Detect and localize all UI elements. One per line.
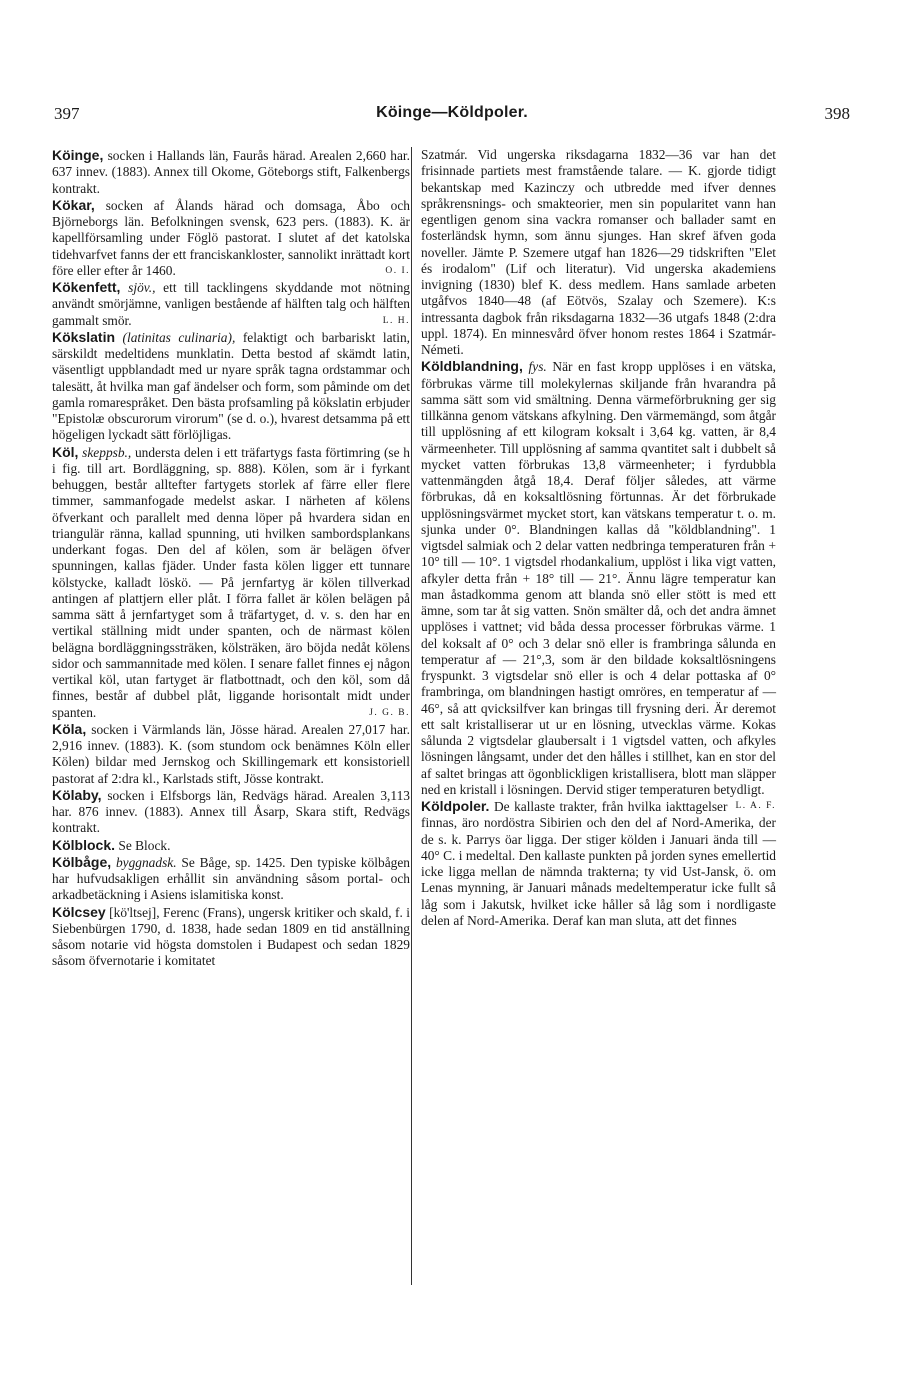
headword: Kökar, [52, 196, 95, 213]
entry-kol [52, 444, 410, 721]
left-page-number: 397 [54, 104, 80, 123]
subject-label: (latinitas culinaria), [122, 329, 236, 345]
entry-kolcsey [52, 904, 410, 970]
author-signature: L. H. [382, 315, 410, 326]
entry-text: Se Block. [118, 837, 171, 853]
entry-kolaby [52, 787, 410, 837]
headword: Kökenfett, [52, 279, 121, 295]
subject-label: skeppsb., [82, 444, 132, 460]
entry-text: ett till tacklingens skyddande mot nötning användt smörjämne, vanligen bestående af hälften talg och hälften gammalt smör. [52, 280, 410, 328]
entry-kolcsey-continued [421, 147, 776, 358]
author-signature: J. G. B. [369, 707, 410, 718]
right-page-number: 398 [824, 104, 850, 123]
entry-kokar [52, 197, 410, 279]
entry-kolblock [52, 837, 410, 854]
entry-koinge [52, 147, 410, 197]
author-signature: O. I. [385, 265, 410, 276]
entry-text: Se Båge, sp. 1425. Den typiske kölbågen har hufvudsakligen erhållit sin användning såsom portal- och arkadbetäckning i Asiens islamitiska konst. [52, 854, 411, 903]
right-column [421, 147, 776, 929]
entry-kokenfett [52, 279, 410, 329]
subject-label: byggnadsk. [115, 854, 177, 870]
entry-text: understa delen i ett träfartygs fasta förtimring (se h i fig. till art. Bordläggning, sp. 888). Kölen, som är i fyrkant behuggen, består alltefter fartygets storlek af färre eller flere timmer, sammanfogade medelst askar. I närheten af kölens öfverkant och parallelt med denna löper på hvardera sidan en triangulär ränna, kallad spunning, uti hvilken sambordsplankans underkant fogas. Den del af kölen, som är belägen öfver spunningen, kallas fjäder. Under fasta kölen ligger ett tunnare kölstycke, kalladt löskö. — På jernfartyg är kölen tillverkad antingen af plattjern eller plåt. I förra fallet är kölen belägen på samma sätt å jernfartyget som å träfartyget, d. v. s. den har en vertikal ställning midt under spanten, och de närmast kölen belägna bordläggningssträken, kölsträken, äro böjda nedåt kölens sidor och sammannitade med kölen. I senare fallet finnes ej någon vertikal köl, utan fartyget är flatbottnadt, och den köl, som då finnes, består af dubbel plåt, liggande horisontalt midt under spanten. [52, 444, 410, 720]
entry-text: De kallaste trakter, från hvilka iakttagelser finnas, äro nordöstra Sibirien och den del af Nord-Amerika, der de s. k. Parrys öar ligga. Der stiger kölden i Januari ända till — 40° C. i medeltal. Den kallaste punkten på jorden synes emellertid icke ligga mellan de nämnda trakterna; ty vid Ust-Jansk, ö. om Lenas mynning, är Januari månads medeltemperatur icke fullt så låg som i Jakutsk, hvilket icke håller så låg som i nordligaste delen af Nord-Amerika. Deraf kan man sluta, att det finnes [421, 799, 776, 928]
entry-kokslatin [52, 329, 410, 444]
entry-kolbage [52, 854, 410, 904]
left-column [52, 147, 410, 970]
headword: Köldblandning, [421, 358, 523, 375]
headword: Köla, [52, 720, 87, 737]
entry-kola [52, 721, 410, 787]
headword: Köinge, [52, 147, 104, 163]
entry-text: [kö'ltsej], Ferenc (Frans), ungersk kritiker och skald, f. i Siebenbürgen 1790, d. 1838, hade sedan 1809 en tid anställning såsom notarie vid högsta domstolen i Budapest och sedan 1829 såsom öfvernotarie i komitatet [52, 904, 410, 969]
entry-text: socken i Elfsborgs län, Redvägs härad. Arealen 3,113 har. 876 innev. (1883). Annex till Åsarp, Skara stift, Redvägs kontrakt. [52, 787, 410, 836]
entry-text: socken af Ålands härad och domsaga, Åbo och Björneborgs län. Befolkningen svensk, 623 pers. (1883). K. är kapellförsamling under Föglö pastorat. I slutet af det katolska tidehvarfvet fanns der ett franciskankloster, sannolikt inrättadt kort före eller efter år 1460. [52, 197, 410, 278]
running-title: Köinge—Köldpoler. [376, 104, 528, 121]
entry-koldpoler [421, 798, 776, 929]
column-divider [411, 147, 412, 1285]
subject-label: fys. [528, 359, 547, 375]
entry-text: felaktigt och barbariskt latin, särskildt medeltidens munklatin. Detta bestod af skämdt latin, väsentligt uppblandadt med ur nyare språk tagna ordstammar och talesätt, åt hvilka man gaf ändelser och form, som påminde om det gamla romarespråket. Den bästa profsamling på kökslatin erbjuder "Epistolæ obscurorum virorum" (se d. o.), hvarest detsamma på ett högeligen lyckadt sätt förlöjligas. [52, 329, 410, 443]
author-signature: L. A. F. [735, 801, 776, 811]
headword: Kökslatin [52, 328, 116, 345]
headword: Kölaby, [52, 786, 102, 803]
entry-text: socken i Värmlands län, Jösse härad. Arealen 27,017 har. 2,916 innev. (1883). K. (som stundom ock benämnes Köln eller Kölen) bildar med Jernskog och Skillingemark ett konsistoriell pastorat af 2:dra kl., Karlstads stift, Jösse kontrakt. [52, 721, 410, 786]
entry-text: socken i Hallands län, Faurås härad. Arealen 2,660 har. 637 innev. (1883). Annex till Okome, Göteborgs stift, Falkenbergs kontrakt. [52, 148, 410, 196]
headword: Kölbåge, [52, 853, 112, 870]
entry-text: Szatmár. Vid ungerska riksdagarna 1832—36 var han det frisinnade partiets mest framstående talare. — K. gjorde tidigt bekantskap med Kazinczy och utbredde med ifver dennes språkrensnings- och smakteorier, men sin popularitet vann han egentligen genom sina vackra romanser och ballader samt en fosterländsk hymn, som ännu sjunges. Han skref äfven goda noveller. Jämte P. Szemere utgaf han 1826—29 tidskriften "Elet és irodalom" (Lif och literatur). Vid ungerska akademiens invigning (1830) blef K. dess medlem. Hans samlade arbeten utgåfvos 1840—48 (af Eötvös, Szalay och Szemere). K:s intressanta dagbok från riksdagarna 1832—36 utgafs 1848 (2:dra uppl. 1874). En minnesvård öfver honom restes 1864 i Szatmár-Németi. [421, 147, 776, 357]
page-header [54, 104, 850, 128]
headword: Kölcsey [52, 903, 106, 920]
headword: Köl, [52, 443, 79, 460]
entry-text: När en fast kropp upplöses i en vätska, förbrukas värme till molekylernas skiljande från hvarandra på samma sätt som vid smältning. Denna värmeförbrukning ger sig tillkänna genom vätskans afkylning. Den värmemängd, som åtgår till upplösning af ett kilogram koksalt i 3,64 kg. vatten, är 8,4 värmeenheter. Till upplösning af samma qvantitet salt i dubbelt så mycket vatten förbrukas 13,8 värmeenheter; i fyrdubbla vattenmängden åtgå 18,4. Deraf följer således, att värme förbrukas, då en koksaltlösning förtunnas. Är det förbrukade upplösningsvärmet mycket stort, kan vätskans temperatur t. o. m. sjunka under 0°. Blandningen kallas då "köldblandning". 1 vigtsdel salmiak och 2 delar vatten nedbringa temperaturen från + 10° till — 10°. 1 vigtsdel rhodankalium, upplöst i lika vigt vatten, afkyler detta från + 18° till — 21°. Ännu lägre temperatur kan man åstadkomma genom att blanda snö eller stött is med ett ämne, som tar åt sig vatten. Snön smälter då, och det andra ämnet upplöses i vattnet; vid båda dessa processer förbrukas värme. 1 del koksalt af 0° och 3 delar snö eller is frambringa sålunda en temperatur af — 21°,3, som är den bildade koksaltlösningens fryspunkt. 3 vigtsdelar snö eller is och 4 delar pottaska af 0° frambringa, om blandningen hastigt omröres, en temperatur af — 46°, så att qvicksilfver kan bringas till frysning deri. Är deremot ett salt kristalliserar ut ur en lösning, utvecklas värme. Kokas sålunda 2 vigtsdelar glaubersalt i 1 vigtsdel vatten, och afkyles lösningen långsamt, under det den hålles i stillhet, kan en stor del af saltet bringas att ögonblickligen kristallisera, blott man släpper ned en kristall i lösningen. Dervid stiger temperaturen betydligt. [421, 359, 776, 797]
headword: Kölblock. [52, 836, 116, 853]
headword: Köldpoler. [421, 798, 490, 814]
subject-label: sjöv., [128, 280, 156, 295]
